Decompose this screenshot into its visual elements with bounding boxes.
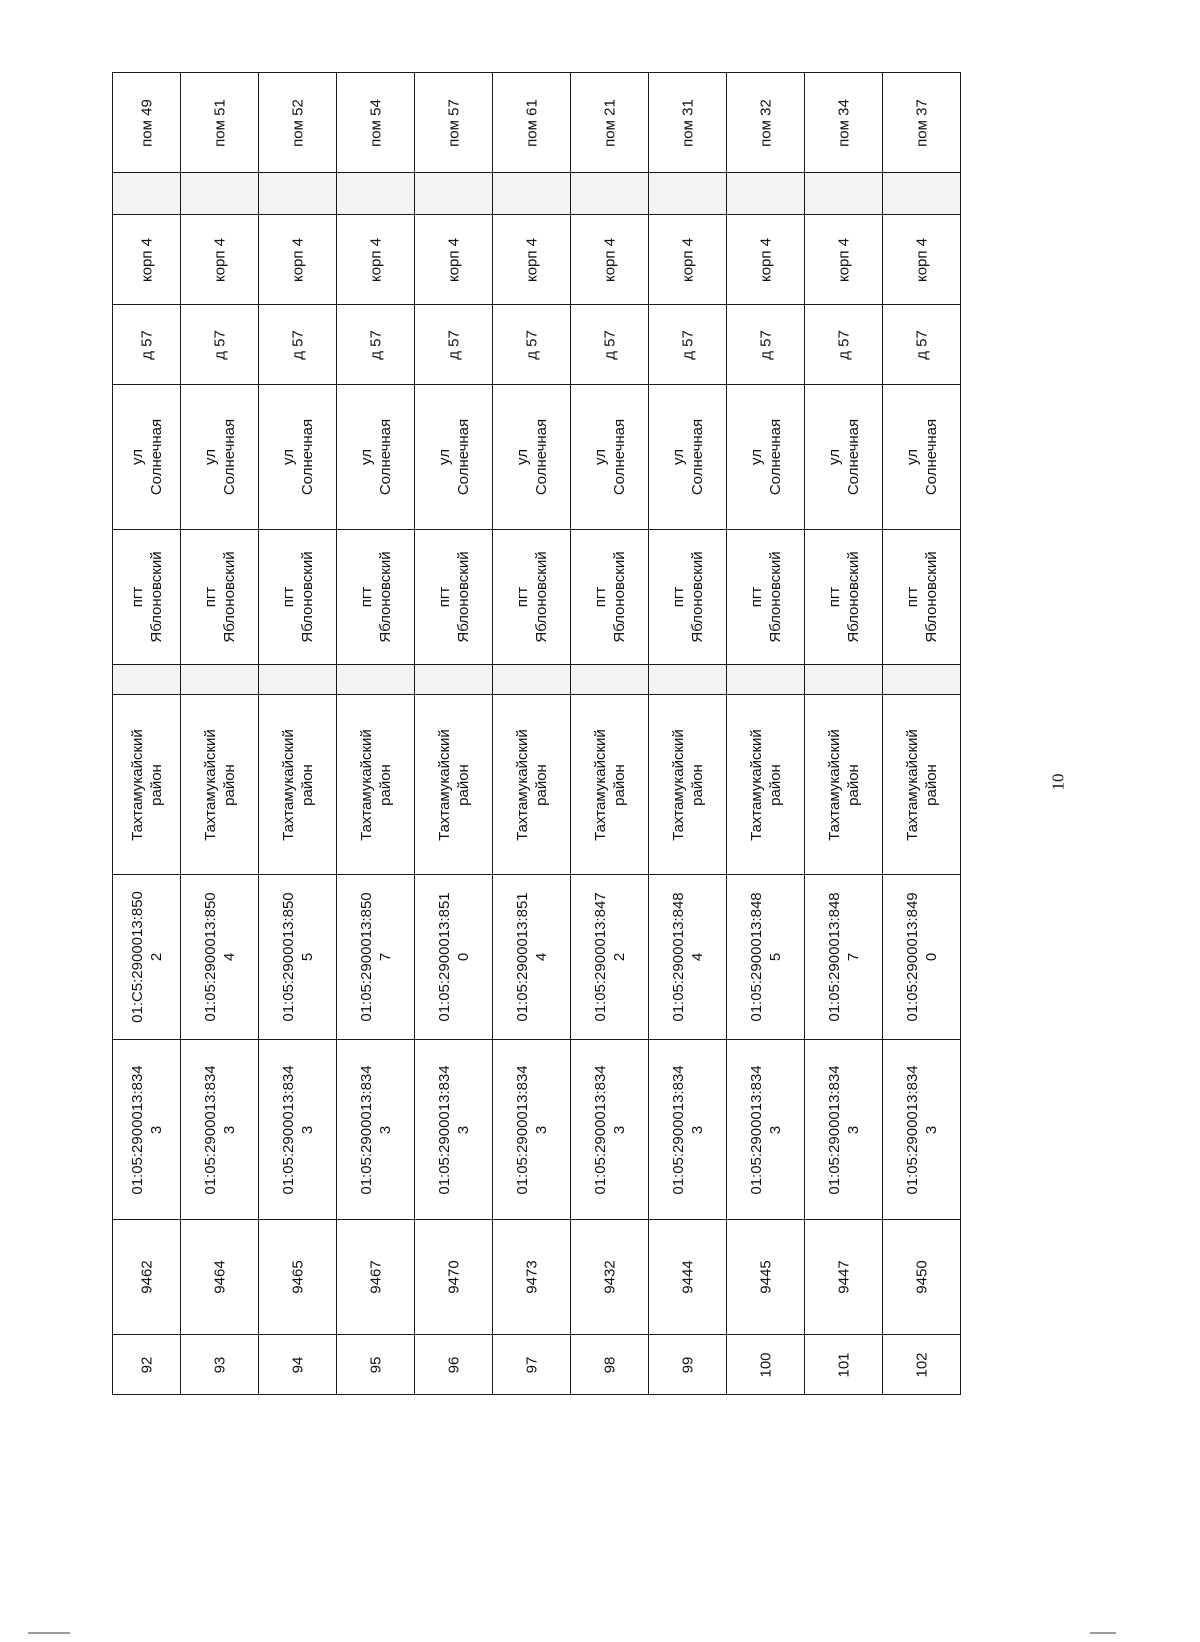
cell-num [883,1335,961,1395]
cell-house [415,305,493,385]
cell-id [493,1220,571,1335]
room-text: пом 61 [523,98,540,147]
cell-id [571,1220,649,1335]
cell-cad1 [571,1040,649,1220]
cell-cad2 [113,875,181,1040]
id-text: 9445 [757,1260,774,1294]
room-text: пом 57 [445,98,462,147]
cell-street [883,385,961,530]
cell-settlement [337,530,415,665]
district-text: Тахтамукайский район [825,728,862,841]
cell-street [113,385,181,530]
table-row-num [113,1335,1039,1395]
cell-corp [113,215,181,305]
cell-blank [493,665,571,695]
street-text: ул Солнечная [747,418,784,496]
cell-room [259,73,337,173]
cad1-text: 01:05:2900013:834 3 [747,1064,784,1195]
cell-cad2 [649,875,727,1040]
cell-house [883,305,961,385]
cad2-text: 01:05:2900013:849 0 [903,892,940,1022]
cad1-text: 01:05:2900013:834 3 [279,1064,316,1195]
settlement-text: пгт Яблоновский [591,551,628,643]
cell-settlement [259,530,337,665]
cell-cad2 [571,875,649,1040]
cell-room [883,73,961,173]
cell-id [805,1220,883,1335]
district-text: Тахтамукайский район [747,728,784,841]
cad2-text: 01:C5:2900013:850 2 [128,891,165,1023]
table-row-blank [113,173,1039,215]
cell-blank [805,665,883,695]
cell-blank [259,173,337,215]
table-row-street [113,385,1039,530]
street-text: ул Солнечная [513,418,550,496]
corp-text: корп 4 [367,237,384,282]
cad1-text: 01:05:2900013:834 3 [825,1064,862,1195]
cell-cad1 [805,1040,883,1220]
cell-district [259,695,337,875]
table-row-house [113,305,1039,385]
cell-room [805,73,883,173]
cell-blank [649,665,727,695]
cell-house [727,305,805,385]
district-text: Тахтамукайский район [435,728,472,841]
cell-blank [805,173,883,215]
cell-street [181,385,259,530]
cell-id [259,1220,337,1335]
cell-cad1 [415,1040,493,1220]
id-text: 9462 [138,1260,155,1294]
table-row-cad2 [113,875,1039,1040]
room-text: пом 54 [367,98,384,147]
house-text: д 57 [679,329,696,360]
corp-text: корп 4 [913,237,930,282]
cad2-text: 01:05:2900013:850 4 [201,892,238,1022]
cell-blank [571,665,649,695]
cell-settlement [883,530,961,665]
district-text: Тахтамукайский район [357,728,394,841]
street-text: ул Солнечная [825,418,862,496]
cell-blank [649,173,727,215]
cell-blank [337,665,415,695]
table-body [113,73,1039,1395]
corp-text: корп 4 [757,237,774,282]
street-text: ул Солнечная [201,418,238,496]
table-row-room [113,73,1039,173]
cell-house [805,305,883,385]
cell-house [259,305,337,385]
corp-text: корп 4 [445,237,462,282]
settlement-text: пгт Яблоновский [669,551,706,643]
cad2-text: 01:05:2900013:851 0 [435,892,472,1022]
cell-room [181,73,259,173]
cell-street [259,385,337,530]
cell-room [113,73,181,173]
cell-blank [181,173,259,215]
cell-settlement [113,530,181,665]
street-text: ул Солнечная [128,418,165,496]
house-text: д 57 [211,329,228,360]
cad1-text: 01:05:2900013:834 3 [201,1064,238,1195]
cell-district [571,695,649,875]
house-text: д 57 [138,329,155,360]
room-text: пом 49 [138,98,155,147]
id-text: 9473 [523,1260,540,1294]
num-text: 98 [601,1356,618,1373]
cad2-text: 01:05:2900013:848 5 [747,892,784,1022]
cell-num [181,1335,259,1395]
house-text: д 57 [757,329,774,360]
num-text: 97 [523,1356,540,1373]
num-text: 95 [367,1356,384,1373]
house-text: д 57 [523,329,540,360]
cell-cad1 [649,1040,727,1220]
cad1-text: 01:05:2900013:834 3 [591,1064,628,1195]
cell-num [805,1335,883,1395]
id-text: 9464 [211,1260,228,1294]
id-text: 9470 [445,1260,462,1294]
cell-cad2 [727,875,805,1040]
cell-corp [181,215,259,305]
cell-cad2 [337,875,415,1040]
street-text: ул Солнечная [357,418,394,496]
room-text: пом 34 [835,98,852,147]
cell-blank [571,173,649,215]
num-text: 99 [679,1356,696,1373]
num-text: 92 [138,1356,155,1373]
cell-corp [883,215,961,305]
cell-corp [415,215,493,305]
district-text: Тахтамукайский район [128,728,165,841]
cell-street [493,385,571,530]
cell-corp [493,215,571,305]
cell-blank [493,173,571,215]
cell-street [649,385,727,530]
street-text: ул Солнечная [591,418,628,496]
house-text: д 57 [601,329,618,360]
corp-text: корп 4 [523,237,540,282]
room-text: пом 37 [913,98,930,147]
cell-room [337,73,415,173]
district-text: Тахтамукайский район [591,728,628,841]
cell-district [337,695,415,875]
cell-house [181,305,259,385]
settlement-text: пгт Яблоновский [903,551,940,643]
corp-text: корп 4 [289,237,306,282]
cell-settlement [415,530,493,665]
cell-district [415,695,493,875]
cell-settlement [493,530,571,665]
cad2-text: 01:05:2900013:850 5 [279,892,316,1022]
district-text: Тахтамукайский район [669,728,706,841]
district-text: Тахтамукайский район [279,728,316,841]
cell-blank [727,173,805,215]
cell-id [181,1220,259,1335]
cell-id [883,1220,961,1335]
cell-cad2 [805,875,883,1040]
cell-room [415,73,493,173]
cell-district [805,695,883,875]
cell-num [493,1335,571,1395]
cell-street [571,385,649,530]
cell-id [337,1220,415,1335]
settlement-text: пгт Яблоновский [279,551,316,643]
corp-text: корп 4 [601,237,618,282]
cell-num [337,1335,415,1395]
scan-artifact-right [1090,1632,1116,1634]
cell-id [727,1220,805,1335]
house-text: д 57 [835,329,852,360]
num-text: 94 [289,1356,306,1373]
cell-corp [571,215,649,305]
num-text: 102 [913,1351,930,1378]
cell-num [259,1335,337,1395]
district-text: Тахтамукайский район [903,728,940,841]
cell-district [883,695,961,875]
room-text: пом 21 [601,98,618,147]
cell-cad2 [493,875,571,1040]
cell-blank [727,665,805,695]
cell-blank [883,173,961,215]
cell-cad2 [181,875,259,1040]
cell-id [649,1220,727,1335]
corp-text: корп 4 [211,237,228,282]
cell-district [493,695,571,875]
settlement-text: пгт Яблоновский [201,551,238,643]
cell-id [415,1220,493,1335]
cad2-text: 01:05:2900013:848 7 [825,892,862,1022]
cell-settlement [727,530,805,665]
corp-text: корп 4 [679,237,696,282]
table-row-corp [113,215,1039,305]
street-text: ул Солнечная [435,418,472,496]
scan-artifact-left [28,1632,70,1634]
cell-cad1 [883,1040,961,1220]
property-table [112,72,1039,1395]
room-text: пом 51 [211,98,228,147]
cell-num [727,1335,805,1395]
cad2-text: 01:05:2900013:850 7 [357,892,394,1022]
cad1-text: 01:05:2900013:834 3 [513,1064,550,1195]
num-text: 96 [445,1356,462,1373]
cell-num [571,1335,649,1395]
cell-room [571,73,649,173]
street-text: ул Солнечная [279,418,316,496]
cell-corp [259,215,337,305]
cell-district [727,695,805,875]
room-text: пом 32 [757,98,774,147]
cell-room [649,73,727,173]
cell-blank [415,173,493,215]
cad1-text: 01:05:2900013:834 3 [903,1064,940,1195]
cell-corp [805,215,883,305]
cell-settlement [805,530,883,665]
cad2-text: 01:05:2900013:847 2 [591,892,628,1022]
cell-cad1 [181,1040,259,1220]
cell-district [649,695,727,875]
num-text: 93 [211,1356,228,1373]
cell-settlement [649,530,727,665]
cell-house [337,305,415,385]
cell-room [493,73,571,173]
num-text: 100 [757,1351,774,1378]
cell-house [571,305,649,385]
cell-corp [649,215,727,305]
table-row-blank [113,665,1039,695]
settlement-text: пгт Яблоновский [128,551,165,643]
cell-cad1 [113,1040,181,1220]
street-text: ул Солнечная [669,418,706,496]
cell-blank [113,665,181,695]
district-text: Тахтамукайский район [201,728,238,841]
settlement-text: пгт Яблоновский [747,551,784,643]
settlement-text: пгт Яблоновский [435,551,472,643]
cell-cad2 [415,875,493,1040]
id-text: 9465 [289,1260,306,1294]
cell-cad1 [259,1040,337,1220]
cad1-text: 01:05:2900013:834 3 [669,1064,706,1195]
table-row-id [113,1220,1039,1335]
room-text: пом 52 [289,98,306,147]
cad2-text: 01:05:2900013:851 4 [513,892,550,1022]
corp-text: корп 4 [138,237,155,282]
cad1-text: 01:05:2900013:834 3 [435,1064,472,1195]
id-text: 9447 [835,1260,852,1294]
cell-blank [883,665,961,695]
id-text: 9450 [913,1260,930,1294]
cell-district [113,695,181,875]
settlement-text: пгт Яблоновский [357,551,394,643]
cell-street [337,385,415,530]
house-text: д 57 [367,329,384,360]
cell-num [415,1335,493,1395]
cell-room [727,73,805,173]
cell-blank [337,173,415,215]
id-text: 9432 [601,1260,618,1294]
room-text: пом 31 [679,98,696,147]
table-row-district [113,695,1039,875]
cad2-text: 01:05:2900013:848 4 [669,892,706,1022]
cell-district [181,695,259,875]
cad1-text: 01:05:2900013:834 3 [128,1064,165,1195]
cell-num [113,1335,181,1395]
id-text: 9467 [367,1260,384,1294]
house-text: д 57 [913,329,930,360]
table-row-cad1 [113,1040,1039,1220]
cell-cad2 [883,875,961,1040]
id-text: 9444 [679,1260,696,1294]
cell-corp [727,215,805,305]
cell-corp [337,215,415,305]
cell-settlement [571,530,649,665]
cell-street [415,385,493,530]
district-text: Тахтамукайский район [513,728,550,841]
cell-blank [181,665,259,695]
cell-cad1 [727,1040,805,1220]
cell-settlement [181,530,259,665]
cad1-text: 01:05:2900013:834 3 [357,1064,394,1195]
cell-blank [113,173,181,215]
cell-street [727,385,805,530]
cell-house [113,305,181,385]
cell-id [113,1220,181,1335]
cell-num [649,1335,727,1395]
cell-house [493,305,571,385]
house-text: д 57 [289,329,306,360]
house-text: д 57 [445,329,462,360]
cell-street [805,385,883,530]
table-row-settlement [113,530,1039,665]
cell-cad1 [337,1040,415,1220]
cell-blank [259,665,337,695]
page-number: 10 [1048,773,1068,791]
settlement-text: пгт Яблоновский [513,551,550,643]
street-text: ул Солнечная [903,418,940,496]
cell-cad2 [259,875,337,1040]
cell-cad1 [493,1040,571,1220]
num-text: 101 [835,1351,852,1378]
settlement-text: пгт Яблоновский [825,551,862,643]
cell-blank [415,665,493,695]
cell-house [649,305,727,385]
corp-text: корп 4 [835,237,852,282]
